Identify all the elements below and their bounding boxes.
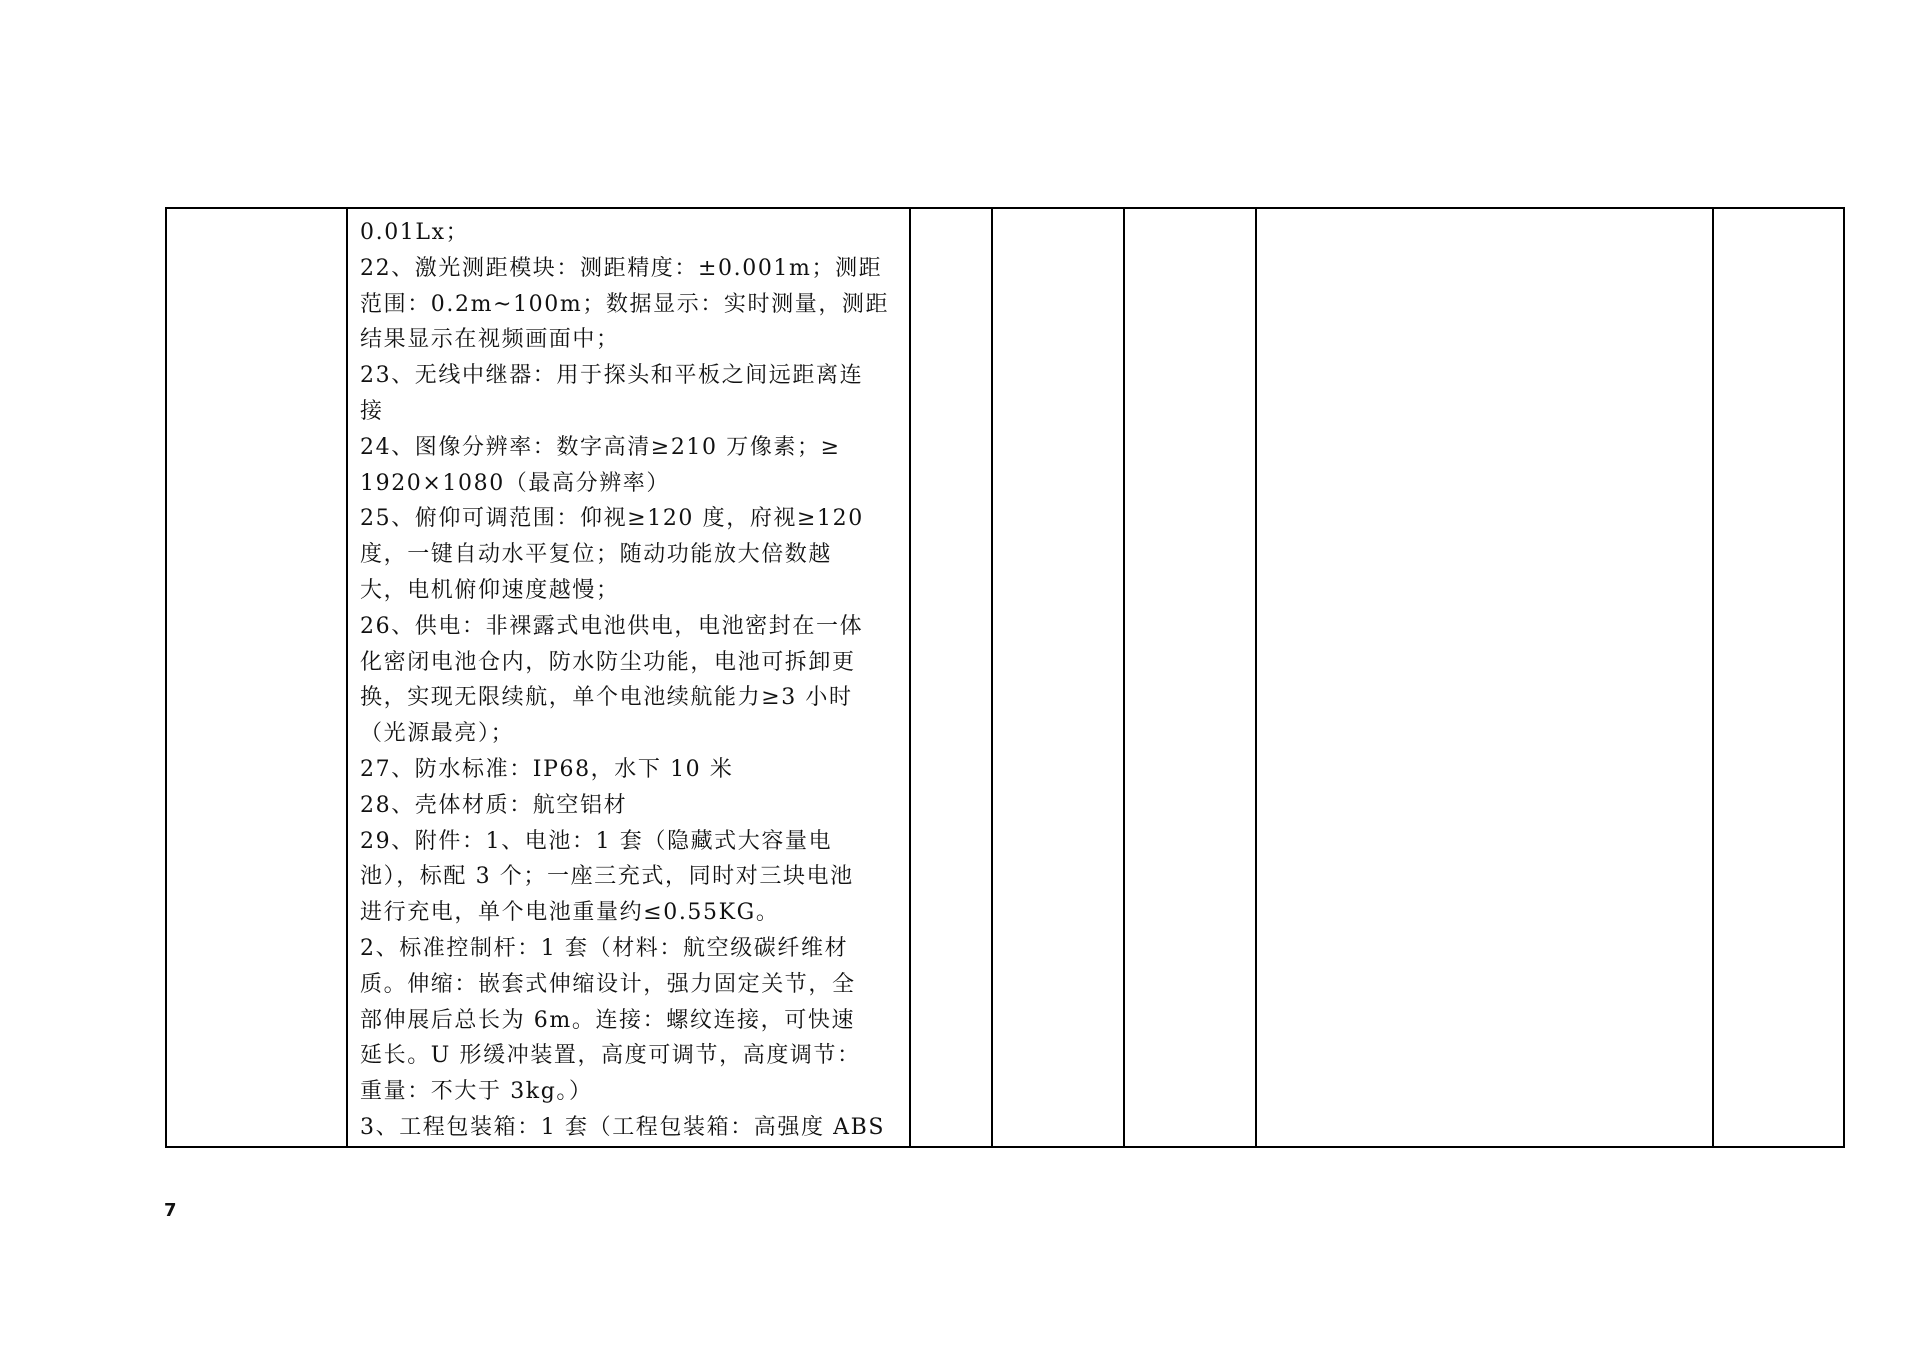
spec-line: 3、工程包装箱：1 套（工程包装箱：高强度 ABS xyxy=(360,1114,886,1140)
spec-line: 质。伸缩：嵌套式伸缩设计，强力固定关节，全 xyxy=(360,971,856,997)
spec-line: 29、附件：1、电池：1 套（隐藏式大容量电 xyxy=(360,828,833,854)
spec-line: 27、防水标准：IP68，水下 10 米 xyxy=(360,756,734,782)
table-cell-specification xyxy=(347,208,910,1147)
spec-line: 进行充电，单个电池重量约≤0.55KG。 xyxy=(360,900,780,926)
spec-line: （光源最亮）； xyxy=(360,721,515,747)
table-cell-empty-4 xyxy=(992,208,1124,1147)
page-number: 7 xyxy=(164,1200,177,1221)
spec-line: 化密闭电池仓内，防水防尘功能，电池可拆卸更 xyxy=(360,649,856,675)
spec-line: 部伸展后总长为 6m。连接：螺纹连接，可快速 xyxy=(360,1007,856,1033)
spec-line: 范围：0.2m~100m；数据显示：实时测量，测距 xyxy=(360,291,890,317)
spec-line: 2、标准控制杆：1 套（材料：航空级碳纤维材 xyxy=(360,935,849,961)
spec-line: 换，实现无限续航，单个电池续航能力≥3 小时 xyxy=(360,685,853,711)
specification-table xyxy=(165,207,1845,1148)
spec-line: 大，电机俯仰速度越慢； xyxy=(360,577,620,603)
table-row xyxy=(166,208,1844,1147)
spec-line: 结果显示在视频画面中； xyxy=(360,327,620,353)
spec-line: 重量：不大于 3kg。） xyxy=(360,1079,593,1105)
table-cell-empty-6 xyxy=(1256,208,1713,1147)
table-cell-empty-3 xyxy=(910,208,992,1147)
spec-line: 接 xyxy=(360,398,384,424)
spec-line: 延长。U 形缓冲装置，高度可调节，高度调节： xyxy=(360,1043,861,1069)
spec-line: 24、图像分辨率：数字高清≥210 万像素；≥ xyxy=(360,434,841,460)
spec-line: 28、壳体材质：航空铝材 xyxy=(360,792,628,818)
table-cell-empty-7 xyxy=(1713,208,1844,1147)
spec-line: 26、供电：非裸露式电池供电，电池密封在一体 xyxy=(360,613,864,639)
spec-line: 25、俯仰可调范围：仰视≥120 度，府视≥120 xyxy=(360,506,864,532)
spec-line: 23、无线中继器：用于探头和平板之间远距离连 xyxy=(360,363,864,389)
spec-line: 22、激光测距模块：测距精度：±0.001m；测距 xyxy=(360,255,883,281)
table-cell-empty-5 xyxy=(1124,208,1256,1147)
spec-line: 度，一键自动水平复位；随动功能放大倍数越 xyxy=(360,542,833,568)
spec-line: 1920×1080（最高分辨率） xyxy=(360,470,671,496)
table-cell-index xyxy=(166,208,347,1147)
spec-line: 池），标配 3 个；一座三充式，同时对三块电池 xyxy=(360,864,854,890)
spec-line: 0.01Lx； xyxy=(360,220,470,245)
spec-lines xyxy=(360,215,895,1146)
